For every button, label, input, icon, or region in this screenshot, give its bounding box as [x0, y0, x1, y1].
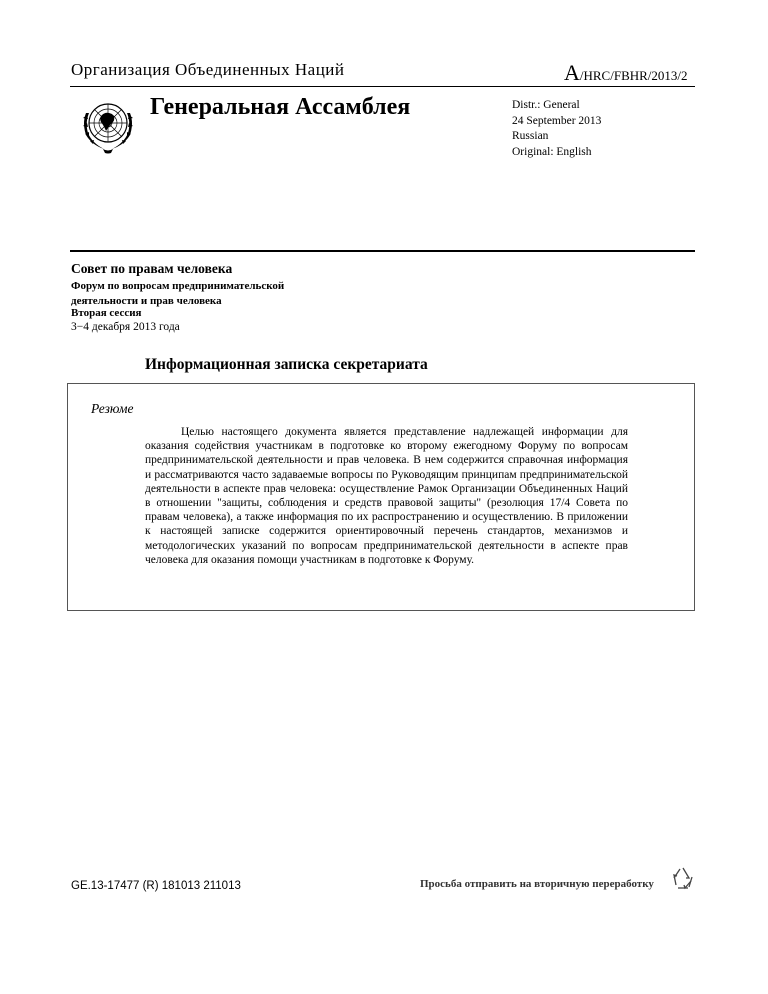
- forum-name: [71, 279, 371, 308]
- distribution-type: Distr.: General: [512, 99, 580, 111]
- summary-label: Резюме: [91, 401, 134, 416]
- section-rule: [70, 250, 695, 252]
- council-name: Совет по правам человека: [71, 261, 233, 276]
- symbol-prefix: A: [564, 60, 580, 85]
- symbol-code: /HRC/FBHR/2013/2: [579, 68, 688, 83]
- assembly-title: Генеральная Ассамблея: [150, 94, 411, 120]
- un-emblem-icon: [76, 93, 140, 157]
- distribution-info: [512, 98, 601, 160]
- header-rule: [70, 86, 695, 87]
- document-code: GE.13-17477 (R) 181013 211013: [71, 880, 241, 892]
- forum-name-line-2: деятельности и прав человека: [71, 294, 222, 307]
- forum-name-line-1: Форум по вопросам предпринимательской: [71, 280, 285, 292]
- distribution-date: 24 September 2013: [512, 114, 602, 127]
- session-dates: 3−4 декабря 2013 года: [71, 321, 180, 333]
- recycle-icon: [670, 865, 696, 891]
- recycle-notice: Просьба отправить на вторичную переработку: [420, 878, 654, 890]
- original-language: Original: English: [512, 145, 592, 158]
- document-symbol: [564, 60, 688, 86]
- organization-name: Организация Объединенных Наций: [71, 60, 345, 79]
- document-language: Russian: [512, 130, 549, 142]
- document-title: Информационная записка секретариата: [145, 356, 428, 373]
- summary-text: Целью настоящего документа является представление надлежащей информации для оказания содействия участникам в подготовке ко второму ежегодному Форуму по вопросам предпринимательской деятельности и прав человека. В нем содержится справочная информация и рассматриваются часто задаваемые вопросы по Руководящим принципам предпринимательской деятельности в аспекте прав человека: осуществление Рамок Организации Объединенных Наций в отношении "защиты, соблюдения и средств правовой защиты" (резолюция 17/4 Совета по правам человека), а также информация по их распространению и осуществлению. В приложении к настоящей записке содержится ориентировочный перечень стандартов, механизмов и методологических указаний по вопросам предпринимательской деятельности в аспекте прав человека для оказания помощи участникам в подготовке к Форуму.: [145, 426, 628, 566]
- session-name: Вторая сессия: [71, 307, 142, 319]
